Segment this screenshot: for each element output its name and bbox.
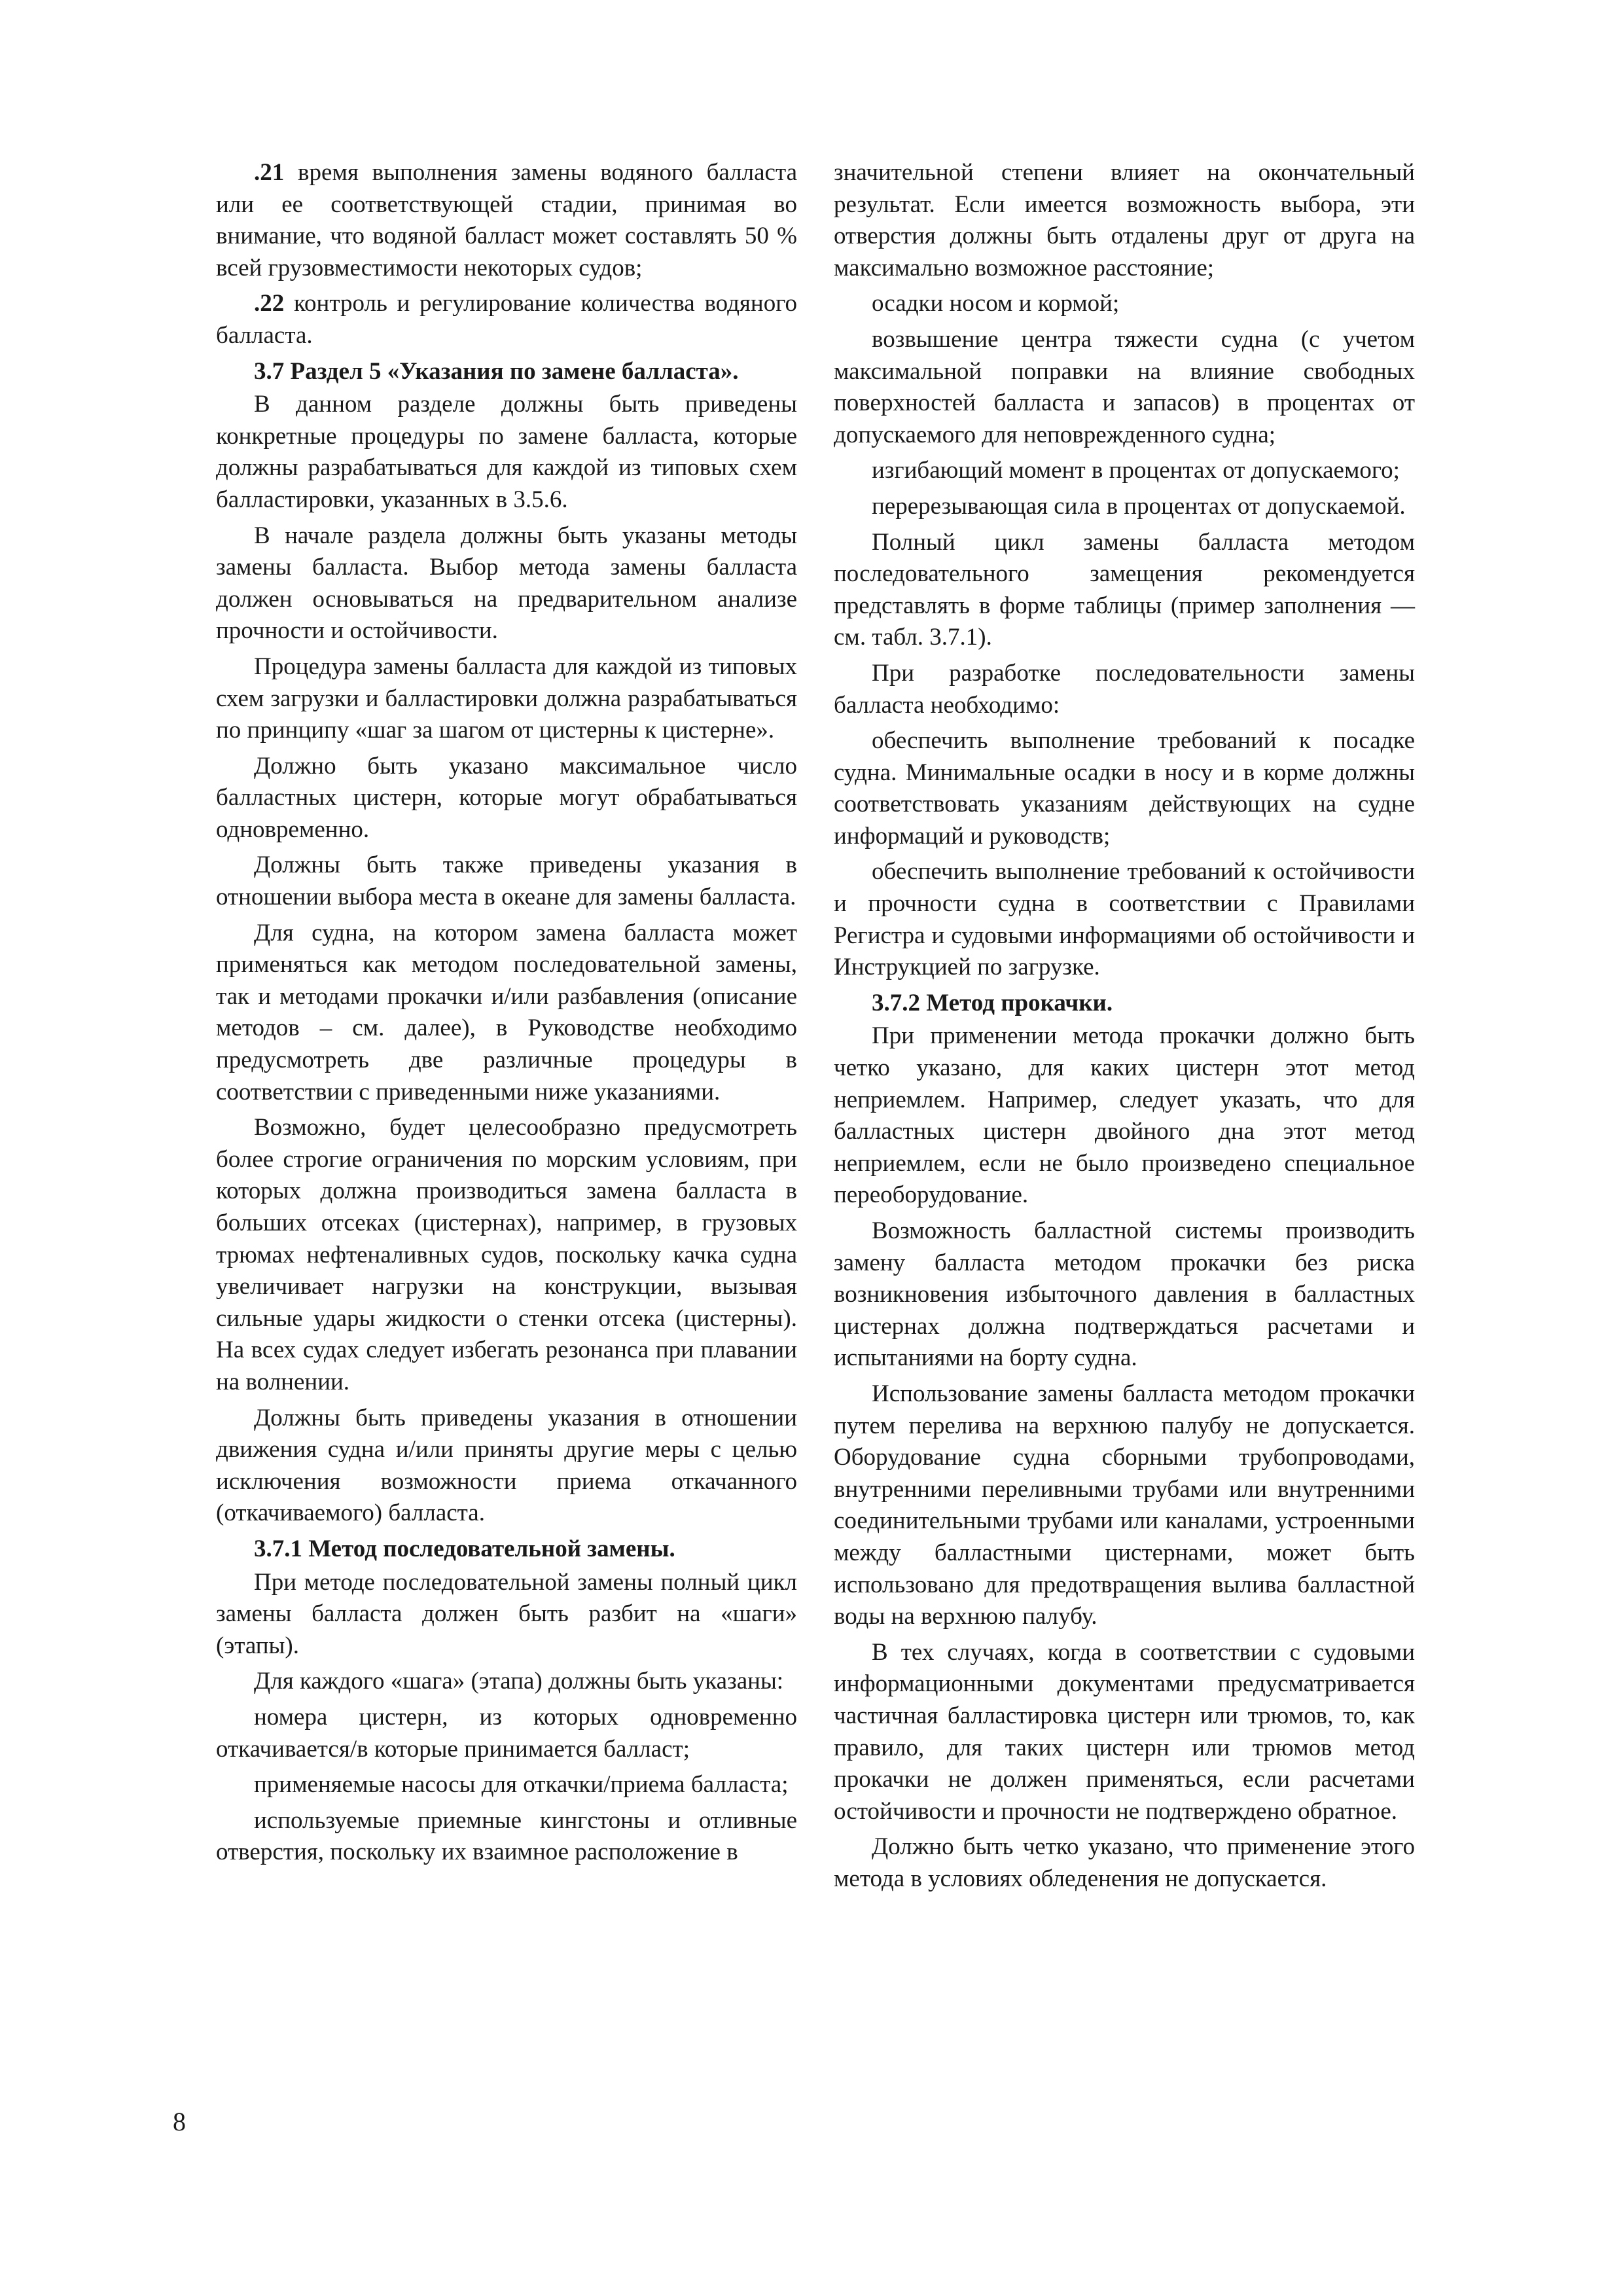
paragraph: Использование замены балласта методом прокачки путем перелива на верхнюю палубу не допускается. Оборудование судна сборными трубопроводами, внутренними переливными трубами или внутренними соединительными трубами или каналами, устроенными между балластными цистернами, может быть использовано для предотвращения вылива балластной воды на верхнюю палубу. xyxy=(834,1380,1415,1630)
list-item: осадки носом и кормой; xyxy=(872,290,1120,317)
item-number: .22 xyxy=(254,290,285,317)
paragraph: Должны быть также приведены указания в отношении выбора места в океане для замены балласта. xyxy=(216,852,797,911)
paragraph: Возможность балластной системы производить замену балласта методом прокачки без риска возникновения избыточного давления в балластных цистернах должна подтверждаться расчетами и испытаниями на борту судна. xyxy=(834,1217,1415,1372)
paragraph: Полный цикл замены балласта методом последовательного замещения рекомендуется представлять в форме таблицы (пример заполнения — см. табл. 3.7.1). xyxy=(834,528,1415,651)
list-item: возвышение центра тяжести судна (с учетом максимальной поправки на влияние свободных поверхностей балласта и запасов) в процентах от допускаемого для неповрежденного судна; xyxy=(834,325,1415,448)
list-item: обеспечить выполнение требований к посадке судна. Минимальные осадки в носу и в корме должны соответствовать указаниям действующих на судне информаций и руководств; xyxy=(834,727,1415,850)
subsection-heading: 3.7.1 Метод последовательной замены. xyxy=(254,1535,675,1562)
paragraph: При применении метода прокачки должно быть четко указано, для каких цистерн этот метод неприемлем. Например, следует указать, что для балластных цистерн двойного дна этот метод неприемлем, если не было произведено специальное переоборудование. xyxy=(834,1022,1415,1209)
list-item: используемые приемные кингстоны и отливные отверстия, поскольку их взаимное расположение в xyxy=(216,1806,797,1866)
left-column xyxy=(216,157,797,1873)
paragraph: Должны быть приведены указания в отношении движения судна и/или приняты другие меры с целью исключения возможности приема откачанного (откачиваемого) балласта. xyxy=(216,1404,797,1527)
paragraph: При методе последовательной замены полный цикл замены балласта должен быть разбит на «шаги» (этапы). xyxy=(216,1568,797,1659)
list-item: обеспечить выполнение требований к остойчивости и прочности судна в соответствии с Правилами Регистра и судовыми информациями об остойчивости и Инструкцией по загрузке. xyxy=(834,858,1415,981)
section-heading: 3.7 Раздел 5 «Указания по замене балласта». xyxy=(254,357,739,385)
paragraph xyxy=(216,288,797,351)
paragraph: Должно быть указано максимальное число балластных цистерн, которые могут обрабатываться одновременно. xyxy=(216,752,797,843)
list-item: применяемые насосы для откачки/приема балласта; xyxy=(254,1771,789,1799)
paragraph: Процедура замены балласта для каждой из типовых схем загрузки и балластировки должна разрабатываться по принципу «шаг за шагом от цистерны к цистерне». xyxy=(216,653,797,744)
list-item: изгибающий момент в процентах от допускаемого; xyxy=(872,457,1400,484)
paragraph: В тех случаях, когда в соответствии с судовыми информационными документами предусматривается частичная балластировка цистерн или трюмов, то, как правило, для таких цистерн или трюмов метод прокачки не должен применяться, если расчетами остойчивости и прочности не подтверждено обратное. xyxy=(834,1638,1415,1825)
paragraph: В данном разделе должны быть приведены конкретные процедуры по замене балласта, которые должны разрабатываться для каждой из типовых схем балластировки, указанных в 3.5.6. xyxy=(216,391,797,513)
paragraph: В начале раздела должны быть указаны методы замены балласта. Выбор метода замены балласта должен основываться на предварительном анализе прочности и остойчивости. xyxy=(216,522,797,645)
page-number: 8 xyxy=(173,2107,186,2136)
paragraph: Должно быть четко указано, что применение этого метода в условиях обледенения не допускается. xyxy=(834,1833,1415,1892)
paragraph-continuation: значительной степени влияет на окончательный результат. Если имеется возможность выбора, эти отверстия должны быть отдалены друг от друга на максимально возможное расстояние; xyxy=(834,159,1415,281)
paragraph xyxy=(216,157,797,284)
paragraph: При разработке последовательности замены балласта необходимо: xyxy=(834,659,1415,719)
paragraph: Возможно, будет целесообразно предусмотреть более строгие ограничения по морским условиям, при которых должна производиться замена балласта в больших отсеках (цистернах), например, в грузовых трюмах нефтеналивных судов, поскольку качка судна увеличивает нагрузки на конструкции, вызывая сильные удары жидкости о стенки отсека (цистерны). На всех судах следует избегать резонанса при плавании на волнении. xyxy=(216,1114,797,1395)
paragraph-text: контроль и регулирование количества водяного балласта. xyxy=(216,290,797,349)
item-number: .21 xyxy=(254,159,285,186)
list-item: перерезывающая сила в процентах от допускаемой. xyxy=(872,492,1406,520)
right-column xyxy=(834,157,1415,1899)
paragraph: Для каждого «шага» (этапа) должны быть указаны: xyxy=(254,1668,784,1695)
paragraph-text: время выполнения замены водяного балласта или ее соответствующей стадии, принимая во внимание, что водяной балласт может составлять 50 % всей грузовместимости некоторых судов; xyxy=(216,159,797,281)
list-item: номера цистерн, из которых одновременно откачивается/в которые принимается балласт; xyxy=(216,1703,797,1763)
subsection-heading: 3.7.2 Метод прокачки. xyxy=(872,989,1113,1016)
paragraph: Для судна, на котором замена балласта может применяться как методом последовательной замены, так и методами прокачки и/или разбавления (описание методов – см. далее), в Руководстве необходимо предусмотреть две различные процедуры в соответствии с приведенными ниже указаниями. xyxy=(216,919,797,1105)
